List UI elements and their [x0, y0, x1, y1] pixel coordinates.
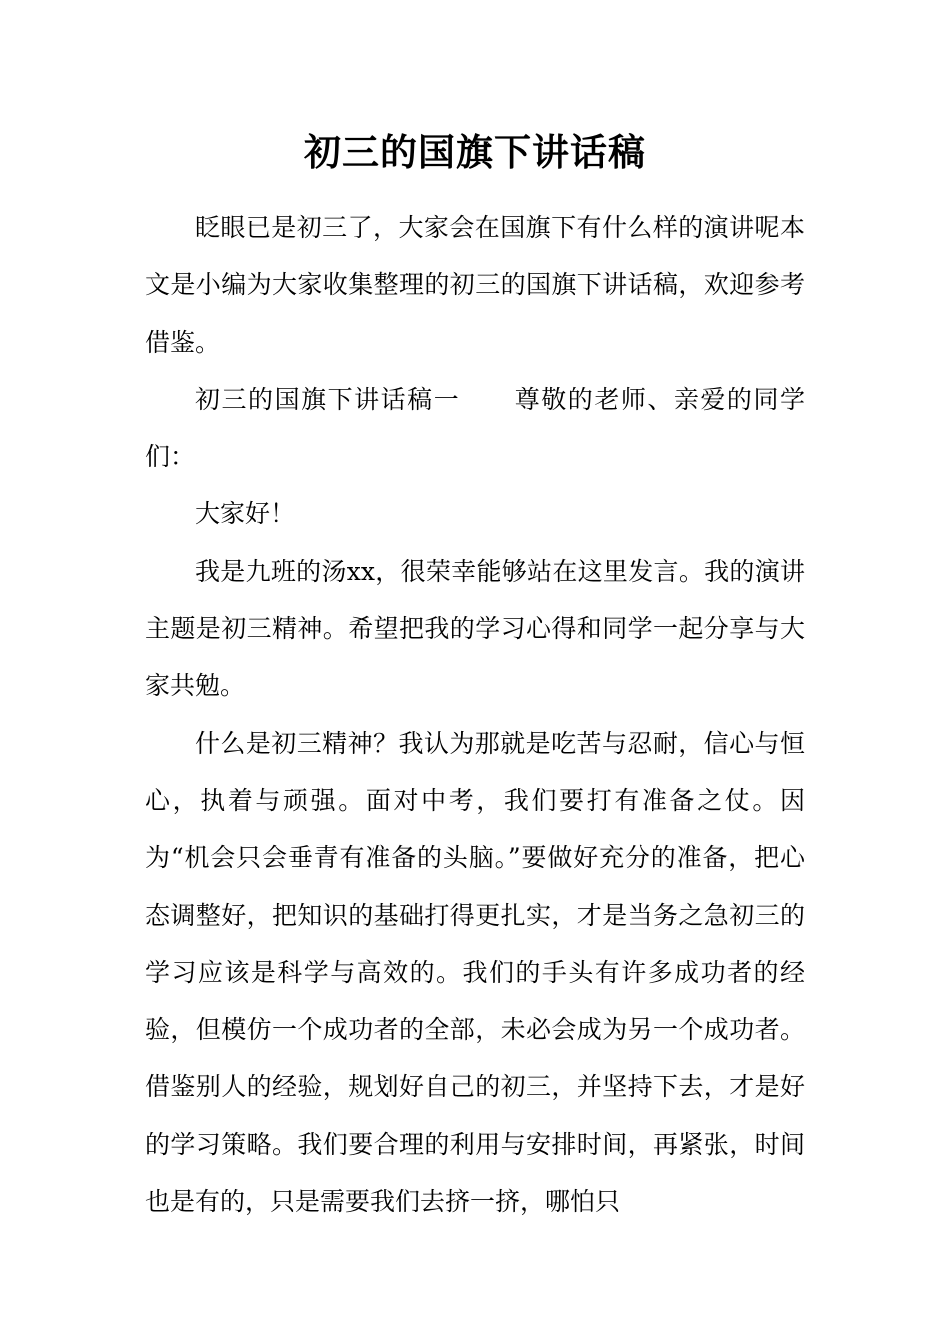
paragraph-section-heading: [145, 371, 805, 486]
paragraph-intro: 眨眼已是初三了，大家会在国旗下有什么样的演讲呢本文是小编为大家收集整理的初三的国旗下讲话稿，欢迎参考借鉴。: [145, 213, 805, 357]
page-title: 初三的国旗下讲话稿: [304, 131, 646, 174]
paragraph-greeting: 大家好！: [195, 499, 296, 529]
document-body: [145, 199, 805, 1230]
section-heading: 初三的国旗下讲话稿一: [195, 384, 461, 414]
paragraph-spirit: 什么是初三精神？我认为那就是吃苦与忍耐，信心与恒心，执着与顽强。面对中考，我们要打有准备之仗。因为“机会只会垂青有准备的头脑。”要做好充分的准备，把心态调整好，把知识的基础打得更扎实，才是当务之急初三的学习应该是科学与高效的。我们的手头有许多成功者的经验，但模仿一个成功者的全部，未必会成为另一个成功者。借鉴别人的经验，规划好自己的初三，并坚持下去，才是好的学习策略。我们要合理的利用与安排时间，再紧张，时间也是有的，只是需要我们去挤一挤，哪怕只: [145, 728, 805, 1217]
paragraph-self-intro: 我是九班的汤xx，很荣幸能够站在这里发言。我的演讲主题是初三精神。希望把我的学习心得和同学一起分享与大家共勉。: [145, 556, 805, 701]
salutation: 尊敬的老师、亲爱的同学们：: [145, 384, 805, 472]
